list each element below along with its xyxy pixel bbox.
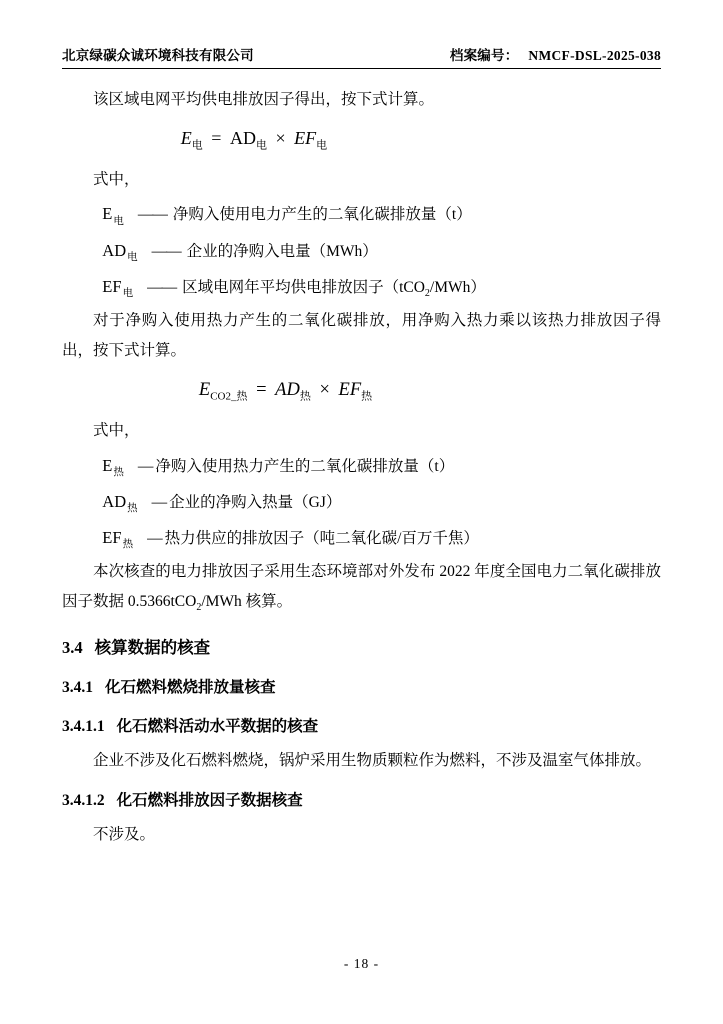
definition-symbol: EF: [102, 276, 122, 296]
paragraph-3-4-1-2: 不涉及。: [93, 825, 156, 843]
paragraph-emission-factor: 本次核查的电力排放因子采用生态环境部对外发布 2022 年度全国电力二氧化碳排放因子数据 0.5366tCO$_2$/MWh 核算。: [62, 562, 661, 614]
formula-ef-symbol: EF: [294, 128, 317, 149]
paragraph-heat: 对于净购入使用热力产生的二氧化碳排放，用净购入热力乘以该热力排放因子得出，按下式计算。: [62, 311, 661, 359]
header-file-number: [450, 44, 661, 64]
formula-electricity: [62, 121, 661, 157]
heading-3-4-1-1-number: 3.4.1.1: [62, 718, 105, 736]
header-company-name: 北京绿碳众诚环境科技有限公司: [62, 48, 254, 63]
formula-e-subscript-2: 2: [225, 390, 231, 403]
definition-text: 企业的净购入热量（GJ）: [169, 493, 342, 511]
formula-heat: [62, 372, 661, 408]
formula-ad-symbol: AD: [275, 380, 300, 401]
heading-3-4: [62, 632, 661, 663]
file-number-label: 档案编号：: [449, 48, 519, 63]
formula-equals: =: [211, 128, 222, 149]
formula-e-subscript: 电: [191, 139, 203, 152]
definition-subscript: 热: [127, 502, 138, 514]
formula-times: ×: [319, 380, 330, 401]
file-number-value: NMCF-DSL-2025-038: [528, 48, 661, 63]
formula-times: ×: [275, 128, 286, 149]
heading-3-4-1-title: 化石燃料燃烧排放量核查: [105, 678, 276, 696]
definition-dash: —: [147, 529, 163, 547]
definition-dash: —: [137, 457, 154, 475]
definition-dash: —: [151, 493, 168, 511]
definition-symbol: AD: [102, 240, 127, 260]
formula-equals: =: [256, 380, 267, 401]
definition-symbol: E: [102, 455, 113, 475]
definition-dash: ——: [151, 242, 181, 260]
definition-ad-heat: [62, 485, 661, 519]
page-header: [62, 44, 661, 68]
heading-3-4-1: [62, 673, 661, 702]
definition-subscript: 热: [122, 538, 134, 550]
formula-ad-symbol: AD: [229, 128, 256, 149]
definition-text: 热力供应的排放因子（吨二氧化碳/百万千焦）: [164, 529, 479, 547]
definition-text: 企业的净购入电量（MWh）: [186, 242, 378, 260]
definition-subscript: 电: [113, 215, 124, 227]
formula-e-symbol: E: [198, 380, 211, 401]
formula-ef-subscript: 热: [361, 390, 373, 403]
definition-symbol: EF: [102, 527, 122, 547]
definition-e-electricity: [62, 197, 661, 231]
definition-ef-electricity: [62, 270, 661, 304]
page-content: [62, 85, 661, 850]
formula-ad-subscript: 热: [299, 390, 311, 403]
definition-text: 净购入使用热力产生的二氧化碳排放量（t）: [155, 457, 455, 475]
definition-subscript: 电: [127, 251, 138, 263]
formula-ad-subscript: 电: [255, 139, 267, 152]
definition-dash: ——: [147, 278, 177, 296]
formula-ef-subscript: 电: [316, 139, 328, 152]
definition-symbol: E: [102, 204, 113, 224]
heading-3-4-1-1-title: 化石燃料活动水平数据的核查: [116, 718, 319, 736]
formula-e-subscript-heat: _热: [230, 390, 248, 403]
definition-ef-heat: [62, 521, 661, 555]
definition-e-heat: [62, 449, 661, 483]
definition-dash: ——: [137, 206, 167, 224]
header-divider: [62, 68, 661, 69]
label-shizhong-1: 式中，: [93, 171, 140, 189]
label-shizhong-2: 式中，: [93, 422, 140, 440]
definition-subscript: 电: [122, 287, 134, 299]
heading-3-4-title: 核算数据的核查: [94, 637, 211, 657]
paragraph-3-4-1-1: 企业不涉及化石燃料燃烧，锅炉采用生物质颗粒作为燃料，不涉及温室气体排放。: [93, 751, 652, 769]
heading-3-4-1-2-number: 3.4.1.2: [62, 792, 105, 810]
heading-3-4-number: 3.4: [62, 637, 83, 657]
heading-3-4-1-number: 3.4.1: [62, 678, 93, 696]
formula-e-symbol: E: [180, 128, 192, 149]
definition-ad-electricity: [62, 234, 661, 268]
definition-symbol: AD: [102, 491, 127, 511]
page-footer: - 18 -: [343, 956, 380, 971]
definition-text: 净购入使用电力产生的二氧化碳排放量（t）: [172, 206, 472, 224]
heading-3-4-1-2-title: 化石燃料排放因子数据核查: [116, 792, 303, 810]
heading-3-4-1-2: [62, 786, 661, 815]
formula-ef-symbol: EF: [338, 380, 362, 401]
definition-subscript: 热: [113, 466, 124, 478]
definition-text: 区域电网年平均供电排放因子（tCO$_2$/MWh）: [182, 278, 486, 299]
formula-e-subscript-co: CO: [210, 390, 226, 403]
paragraph-intro: 该区域电网平均供电排放因子得出，按下式计算。: [93, 91, 435, 108]
heading-3-4-1-1: [62, 712, 661, 741]
